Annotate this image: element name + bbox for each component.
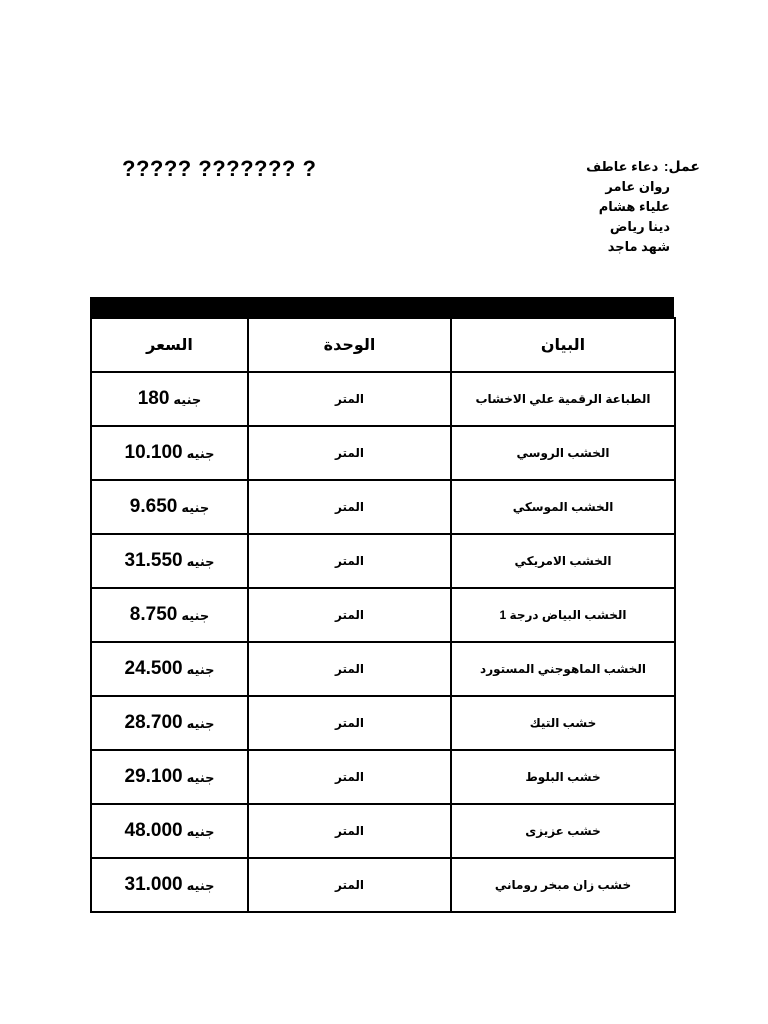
table-row <box>91 858 675 912</box>
page-title: ????? ??????? ? <box>122 156 317 181</box>
price-value: 9.650 <box>129 496 178 517</box>
currency-label: جنيه <box>186 662 215 677</box>
credit-name: علياء هشام <box>598 199 670 214</box>
price-table <box>90 317 676 913</box>
unit-cell: المتر <box>248 534 451 588</box>
price-value: 48.000 <box>124 820 183 841</box>
price-value: 10.100 <box>124 442 183 463</box>
table-header-bar <box>90 297 674 317</box>
table-header-row <box>91 318 675 372</box>
price-cell <box>91 696 248 750</box>
credits-first-line <box>586 156 700 177</box>
unit-cell: المتر <box>248 858 451 912</box>
table-row <box>91 426 675 480</box>
credit-name: روان عامر <box>605 179 670 194</box>
description-cell: خشب البلوط <box>451 750 675 804</box>
table-row <box>91 696 675 750</box>
table-row <box>91 480 675 534</box>
unit-cell: المتر <box>248 696 451 750</box>
credit-name: شهد ماجد <box>607 239 670 254</box>
credits-label: عمل: <box>663 158 700 174</box>
price-table-container <box>90 297 674 913</box>
unit-cell: المتر <box>248 426 451 480</box>
price-cell <box>91 534 248 588</box>
description-cell: الخشب الروسي <box>451 426 675 480</box>
price-value: 24.500 <box>124 658 183 679</box>
price-cell <box>91 642 248 696</box>
column-header-description: البيان <box>451 318 675 372</box>
price-value: 31.550 <box>124 550 183 571</box>
price-value: 29.100 <box>124 766 183 787</box>
price-cell <box>91 480 248 534</box>
column-header-price: السعر <box>91 318 248 372</box>
price-value: 28.700 <box>124 712 183 733</box>
price-value: 8.750 <box>129 604 178 625</box>
description-cell: خشب عزيزى <box>451 804 675 858</box>
table-row <box>91 750 675 804</box>
unit-cell: المتر <box>248 642 451 696</box>
currency-label: جنيه <box>173 392 202 407</box>
column-header-unit: الوحدة <box>248 318 451 372</box>
credit-name: دينا رياض <box>609 219 670 234</box>
description-cell: خشب التيك <box>451 696 675 750</box>
unit-cell: المتر <box>248 372 451 426</box>
price-cell <box>91 750 248 804</box>
price-cell <box>91 426 248 480</box>
price-cell <box>91 804 248 858</box>
price-cell <box>91 372 248 426</box>
description-cell: الخشب الموسكي <box>451 480 675 534</box>
description-cell: الخشب الماهوجني المستورد <box>451 642 675 696</box>
table-row <box>91 804 675 858</box>
price-cell <box>91 588 248 642</box>
price-value: 31.000 <box>124 874 183 895</box>
currency-label: جنيه <box>186 554 215 569</box>
currency-label: جنيه <box>186 716 215 731</box>
currency-label: جنيه <box>186 824 215 839</box>
table-row <box>91 372 675 426</box>
currency-label: جنيه <box>181 500 210 515</box>
description-cell: الطباعة الرقمية علي الاخشاب <box>451 372 675 426</box>
description-cell: الخشب الامريكي <box>451 534 675 588</box>
unit-cell: المتر <box>248 480 451 534</box>
table-row <box>91 534 675 588</box>
price-cell <box>91 858 248 912</box>
unit-cell: المتر <box>248 750 451 804</box>
unit-cell: المتر <box>248 804 451 858</box>
credits-block <box>586 156 700 257</box>
currency-label: جنيه <box>186 446 215 461</box>
table-row <box>91 642 675 696</box>
description-cell: الخشب البياض درجة 1 <box>451 588 675 642</box>
currency-label: جنيه <box>186 770 215 785</box>
unit-cell: المتر <box>248 588 451 642</box>
table-row <box>91 588 675 642</box>
price-value: 180 <box>137 388 170 409</box>
currency-label: جنيه <box>181 608 210 623</box>
description-cell: خشب زان مبخر روماني <box>451 858 675 912</box>
currency-label: جنيه <box>186 878 215 893</box>
credit-name: دعاء عاطف <box>586 159 659 174</box>
